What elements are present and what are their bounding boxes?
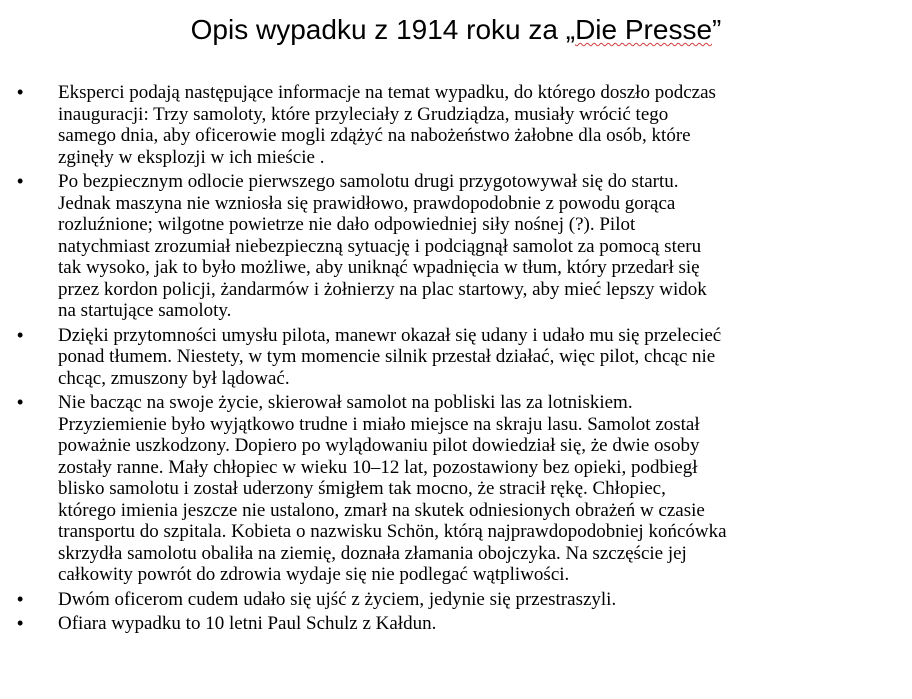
text-line: skrzydła samolotu obaliła na ziemię, doznała złamania obojczyka. Na szczęście jej <box>58 542 687 564</box>
bullet-text <box>58 613 904 635</box>
text-line: inauguracji: Trzy samoloty, które przyleciały z Grudziądza, musiały wrócić tego <box>58 103 669 125</box>
text-line: chcąc, zmuszony był lądować. <box>58 367 290 389</box>
title-suffix: ” <box>712 14 722 45</box>
text-line: Jednak maszyna nie wzniosła się prawidłowo, prawdopodobnie z powodu gorąca <box>58 192 676 214</box>
text-line: Dzięki przytomności umysłu pilota, manewr okazał się udany i udało mu się przelecieć <box>58 324 722 346</box>
bullet-dot-icon: • <box>17 588 24 609</box>
text-line: Eksperci podają następujące informacje na temat wypadku, do którego doszło podczas <box>58 82 716 103</box>
text-line: przez kordon policji, żandarmów i żołnierzy na plac startowy, aby mieć lepszy widok <box>58 278 707 300</box>
bullet-item-maneuver <box>0 325 912 390</box>
text-line: samego dnia, aby oficerowie mogli zdążyć na nabożeństwo żałobne dla osób, które <box>58 125 691 146</box>
bullet-text <box>58 82 904 168</box>
slide-title <box>0 10 912 50</box>
bullet-text <box>58 325 904 390</box>
bullet-list <box>0 82 912 635</box>
text-line: Po bezpiecznym odlocie pierwszego samolotu drugi przygotowywał się do startu. <box>58 171 679 192</box>
bullet-dot-icon: • <box>17 324 24 345</box>
text-line: poważnie uszkodzony. Dopiero po wylądowaniu pilot dowiedział się, że dwie osoby <box>58 435 700 456</box>
text-line: transportu do szpitala. Kobieta o nazwisku Schön, którą najprawdopodobniej końcówka <box>58 521 727 542</box>
bullet-dot-icon: • <box>17 171 24 191</box>
bullet-text <box>58 589 904 611</box>
title-publication-name: Die Presse <box>575 14 713 45</box>
text-line: Nie bacząc na swoje życie, skierował samolot na pobliski las za lotniskiem. <box>58 392 633 413</box>
text-line: Ofiara wypadku to 10 letni Paul Schulz z Kałdun. <box>58 613 437 634</box>
text-line: Dwóm oficerom cudem udało się ujść z życiem, jedynie się przestraszyli. <box>58 588 617 610</box>
text-line: Przyziemienie było wyjątkowo trudne i miało miejsce na skraju lasu. Samolot został <box>58 413 700 435</box>
text-line: natychmiast zrozumiał niebezpieczną sytuację i podciągnął samolot za pomocą steru <box>58 235 702 257</box>
text-line: którego imienia jeszcze nie ustalono, zmarł na skutek odniesionych obrażeń w czasie <box>58 499 705 521</box>
bullet-dot-icon: • <box>17 392 24 412</box>
bullet-item-officers <box>0 589 912 611</box>
bullet-item-experts <box>0 82 912 168</box>
bullet-item-victim <box>0 613 912 635</box>
bullet-item-landing <box>0 392 912 586</box>
bullet-dot-icon: • <box>17 613 24 633</box>
text-line: na startujące samoloty. <box>58 300 232 321</box>
bullet-item-takeoff <box>0 171 912 322</box>
bullet-dot-icon: • <box>17 82 24 102</box>
text-line: zginęły w eksplozji w ich mieście . <box>58 146 325 168</box>
text-line: tak wysoko, jak to było możliwe, aby uniknąć wpadnięcia w tłum, który przedarł się <box>58 257 700 278</box>
title-prefix: Opis wypadku z 1914 roku za „ <box>190 14 576 45</box>
text-line: rozluźnione; wilgotne powietrze nie dało odpowiedniej siły nośnej (?). Pilot <box>58 214 636 235</box>
text-line: całkowity powrót do zdrowia wydaje się nie podlegać wątpliwości. <box>58 564 570 585</box>
text-line: blisko samolotu i został uderzony śmigłem tak mocno, że stracił rękę. Chłopiec, <box>58 478 666 499</box>
bullet-text <box>58 392 904 586</box>
text-line: ponad tłumem. Niestety, w tym momencie silnik przestał działać, więc pilot, chcąc nie <box>58 346 716 367</box>
text-line: zostały ranne. Mały chłopiec w wieku 10–12 lat, pozostawiony bez opieki, podbiegł <box>58 456 698 478</box>
bullet-text <box>58 171 904 322</box>
